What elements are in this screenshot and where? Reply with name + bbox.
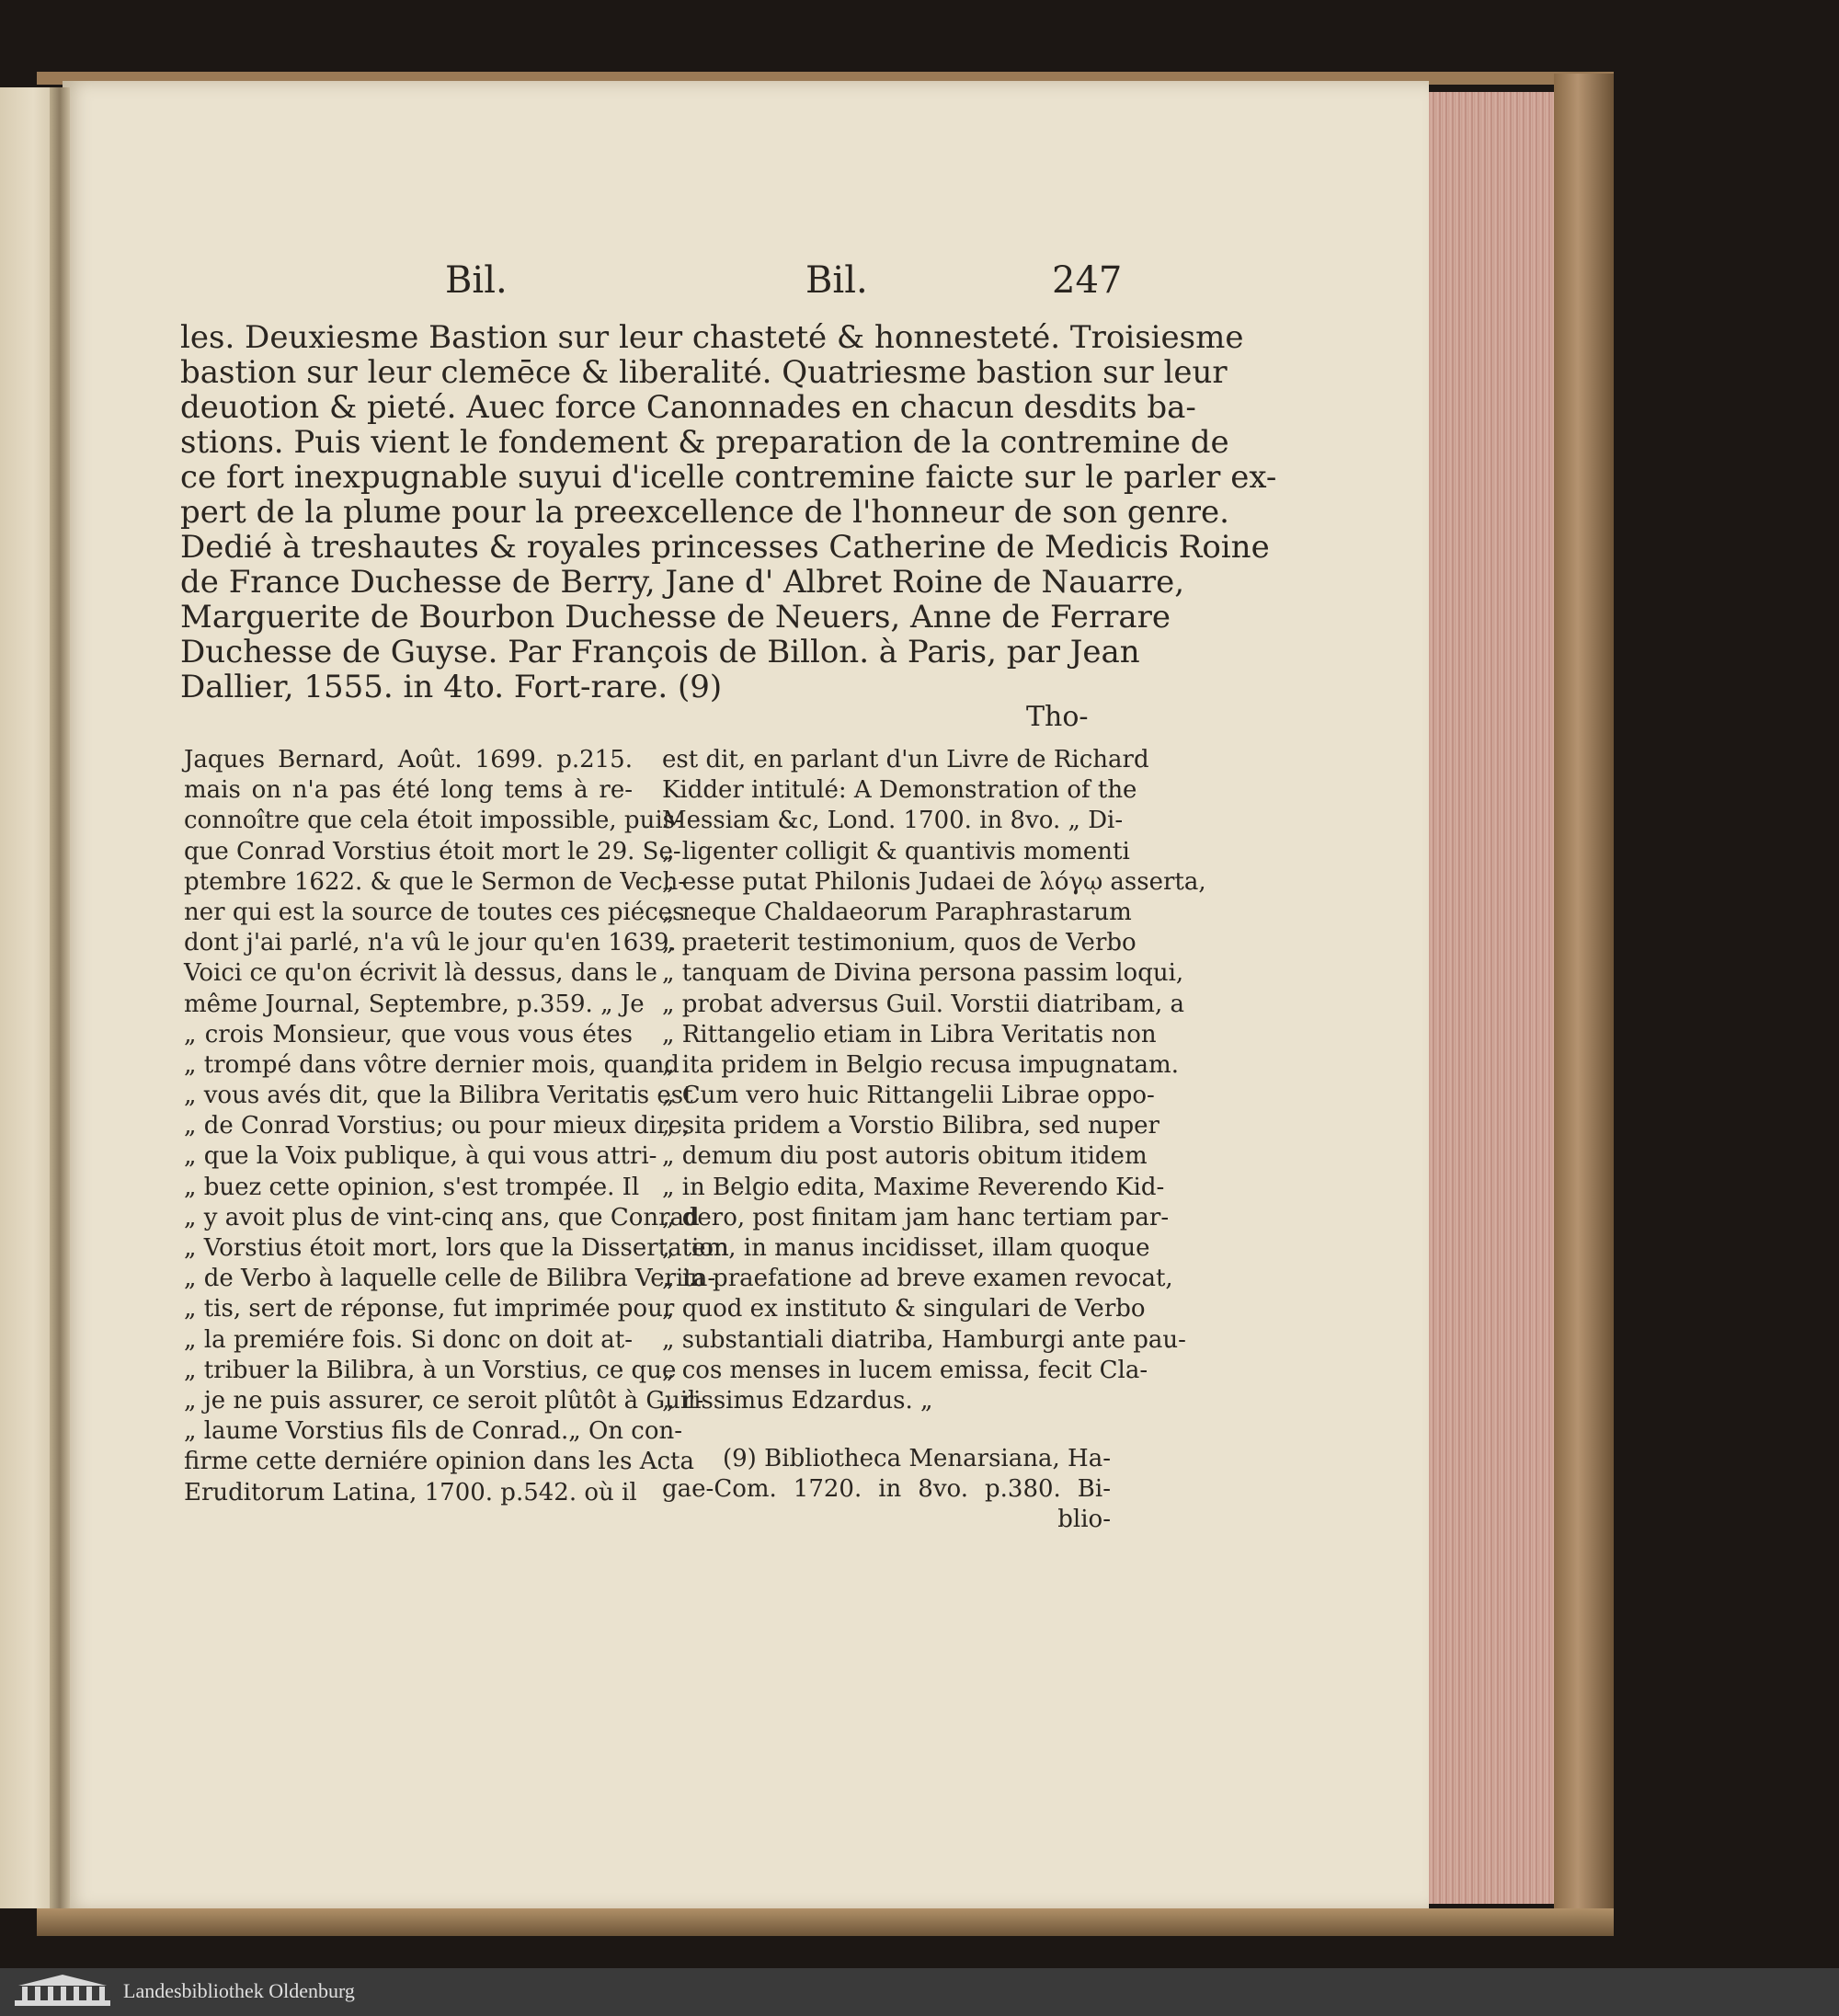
column-line: „ tribuer la Bilibra, à un Vorstius, ce que [184, 1356, 677, 1384]
running-head-left: Bil. [445, 259, 508, 302]
main-text-line: Duchesse de Guyse. Par François de Billon. à Paris, par Jean [180, 634, 1140, 670]
column-line: Messiam &c, Lond. 1700. in 8vo. „ Di- [662, 807, 1124, 835]
main-text-line: deuotion & pieté. Auec force Canonnades en chacun desdits ba- [180, 389, 1196, 426]
column-line: „ demum diu post autoris obitum itidem [662, 1142, 1148, 1171]
column-line: que Conrad Vorstius étoit mort le 29. Se- [184, 837, 681, 865]
library-building-icon [11, 1973, 114, 2011]
column-line: même Journal, Septembre, p.359. „ Je [184, 990, 645, 1018]
main-text-line: stions. Puis vient le fondement & preparation de la contremine de [180, 424, 1229, 461]
column-line: est dit, en parlant d'un Livre de Richard [662, 746, 1149, 773]
column-line: „ laume Vorstius fils de Conrad.„ On con- [184, 1417, 683, 1446]
column-line: Eruditorum Latina, 1700. p.542. où il [184, 1478, 637, 1506]
column-line: „ de Verbo à laquelle celle de Bilibra Verita- [184, 1265, 716, 1293]
column-line: „ esse putat Philonis Judaei de λόγῳ asserta, [662, 867, 1206, 896]
column-line: „ buez cette opinion, s'est trompée. Il [184, 1173, 640, 1201]
column-line: „ Vorstius étoit mort, lors que la Dissertation [184, 1234, 729, 1262]
footer-institution: Landesbibliothek Oldenburg [123, 1979, 355, 2002]
book-gutter [50, 87, 70, 1908]
book-cover-right [1554, 74, 1614, 1922]
main-text-line: les. Deuxiesme Bastion sur leur chasteté & honnesteté. Troisiesme [180, 319, 1244, 356]
column-line: „ rissimus Edzardus. „ [662, 1386, 933, 1415]
column-line: „ que la Voix publique, à qui vous attri- [184, 1142, 657, 1171]
column-line: „ praeterit testimonium, quos de Verbo [662, 929, 1137, 957]
column-line: „ ita pridem in Belgio recusa impugnatam. [662, 1050, 1179, 1079]
main-text-line: de France Duchesse de Berry, Jane d' Albret Roine de Nauarre, [180, 564, 1185, 601]
column-line: mais on n'a pas été long tems à re- [184, 776, 633, 805]
column-line: „ de Conrad Vorstius; ou pour mieux dire, [184, 1112, 691, 1140]
footnote [662, 1444, 1111, 1536]
main-text-line: Dallier, 1555. in 4to. Fort-rare. (9) [180, 669, 723, 705]
column-line: „ je ne puis assurer, ce seroit plûtôt à Guil- [184, 1386, 704, 1415]
page-number: 247 [1052, 259, 1123, 302]
column-line: „ trompé dans vôtre dernier mois, quand [184, 1050, 680, 1079]
column-line: „ Cum vero huic Rittangelii Librae oppo- [662, 1082, 1155, 1110]
column-line: „ y avoit plus de vint-cinq ans, que Conrad [184, 1203, 700, 1231]
column-line: ner qui est la source de toutes ces piéces [184, 898, 685, 926]
column-line: „ ligenter colligit & quantivis momenti [662, 837, 1130, 865]
main-text-line: ce fort inexpugnable suyui d'icelle contremine faicte sur le parler ex- [180, 459, 1277, 496]
footnote-line: blio- [1057, 1506, 1111, 1534]
column-line: Jaques Bernard, Août. 1699. p.215. [184, 746, 633, 773]
column-line: „ vous avés dit, que la Bilibra Veritatis est [184, 1082, 693, 1110]
column-line: ptembre 1622. & que le Sermon de Vech- [184, 867, 687, 896]
left-column [184, 745, 729, 1508]
column-line: „ quod ex instituto & singulari de Verbo [662, 1295, 1146, 1323]
column-line: Voici ce qu'on écrivit là dessus, dans le [184, 959, 657, 988]
running-head-center: Bil. [805, 259, 868, 302]
footnote-line: gae-Com. 1720. in 8vo. p.380. Bi- [662, 1475, 1111, 1504]
column-line: „ sita pridem a Vorstio Bilibra, sed nuper [662, 1112, 1159, 1140]
main-text-line: Dedié à treshautes & royales princesses Catherine de Medicis Roine [180, 529, 1270, 566]
main-text-line: bastion sur leur clemēce & liberalité. Quatriesme bastion sur leur [180, 354, 1228, 391]
column-line: Kidder intitulé: A Demonstration of the [662, 776, 1137, 805]
column-line: „ cos menses in lucem emissa, fecit Cla- [662, 1356, 1148, 1384]
column-line: „ Rittangelio etiam in Libra Veritatis non [662, 1020, 1157, 1048]
book-cover-bottom [37, 1908, 1614, 1936]
column-line: connoître que cela étoit impossible, puis- [184, 807, 683, 835]
column-line: „ dero, post finitam jam hanc tertiam par- [662, 1203, 1170, 1231]
column-line: „ tanquam de Divina persona passim loqui, [662, 959, 1184, 988]
footnote-line: (9) Bibliotheca Menarsiana, Ha- [723, 1445, 1111, 1472]
main-text-line: Marguerite de Bourbon Duchesse de Neuers, Anne de Ferrare [180, 599, 1171, 636]
page-edges [1429, 92, 1558, 1904]
column-line: „ substantiali diatriba, Hamburgi ante pau- [662, 1325, 1186, 1354]
column-line: „ in praefatione ad breve examen revocat, [662, 1265, 1173, 1293]
column-line: „ in Belgio edita, Maxime Reverendo Kid- [662, 1173, 1165, 1201]
column-line: „ la premiére fois. Si donc on doit at- [184, 1325, 633, 1354]
column-line: dont j'ai parlé, n'a vû le jour qu'en 1639. [184, 929, 677, 957]
catchword: Tho- [1026, 701, 1089, 733]
column-line: „ tis, sert de réponse, fut imprimée pour [184, 1295, 675, 1323]
column-line: „ crois Monsieur, que vous vous étes [184, 1020, 633, 1048]
column-line: „ probat adversus Guil. Vorstii diatribam, a [662, 990, 1184, 1018]
right-column [662, 745, 1206, 1416]
main-text-line: pert de la plume pour la preexcellence de l'honneur de son genre. [180, 494, 1229, 531]
column-line: „ neque Chaldaeorum Paraphrastarum [662, 898, 1132, 926]
column-line: „ tem, in manus incidisset, illam quoque [662, 1234, 1150, 1262]
column-line: firme cette derniére opinion dans les Acta [184, 1448, 694, 1476]
